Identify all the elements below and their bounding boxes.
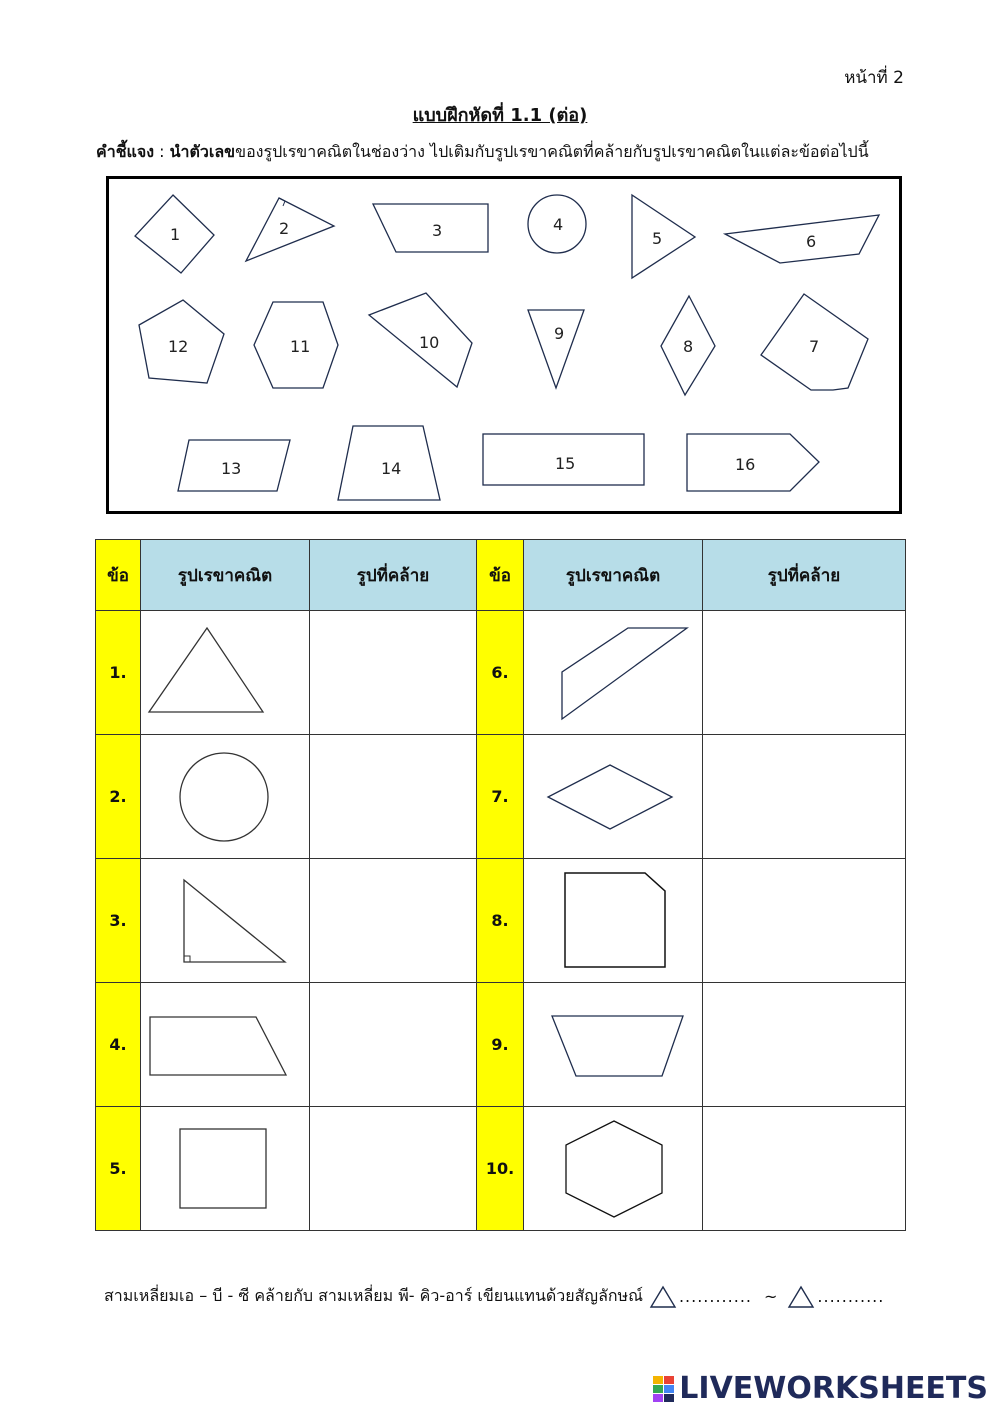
item-number: 2. [96,735,141,859]
header-item-right: ข้อ [477,540,524,611]
footer-statement [104,1284,884,1309]
watermark-text: LIVEWORKSHEETS [679,1371,988,1406]
shape-cell [141,1107,310,1231]
trapezoid-inverted-icon [528,1008,698,1082]
answer-cell[interactable] [310,611,477,735]
page-title: แบบฝึกหัดที่ 1.1 (ต่อ) [412,105,588,126]
item-number: 9. [477,983,524,1107]
shape-label-3: 3 [432,221,443,240]
shape-cell [141,983,310,1107]
table-row [96,735,906,859]
shape-cell [524,1107,703,1231]
answer-cell[interactable] [703,611,906,735]
item-number: 6. [477,611,524,735]
shape-cell [141,735,310,859]
item-number: 4. [96,983,141,1107]
shape-label-1: 1 [170,225,181,244]
answer-cell[interactable] [310,1107,477,1231]
table-row [96,859,906,983]
header-item-left: ข้อ [96,540,141,611]
shape-label-9: 9 [554,324,565,343]
footer-blank-1[interactable]: ............ [678,1287,752,1306]
item-number: 5. [96,1107,141,1231]
worksheet-table [95,539,906,1231]
item-number: 7. [477,735,524,859]
shape-2-right-angle-mark [279,198,285,206]
right-triangle-icon [145,871,305,971]
shape-cell [524,983,703,1107]
shape-5-triangle [632,195,695,278]
triangle-symbol-icon [649,1285,677,1309]
item-number: 10. [477,1107,524,1231]
shape-label-15: 15 [555,454,576,473]
triangle-symbol-icon [787,1285,815,1309]
shape-cell [141,859,310,983]
liveworksheets-badge-icon [653,1376,675,1402]
rhombus-icon [528,757,698,837]
liveworksheets-logo [653,1371,988,1406]
header-similar-right: รูปที่คล้าย [703,540,906,611]
shape-label-14: 14 [381,459,402,478]
instruction-emphasis: นำตัวเลข [169,142,236,161]
shape-label-6: 6 [806,232,817,251]
shape-bank [106,176,902,514]
item-number: 3. [96,859,141,983]
header-similar-left: รูปที่คล้าย [310,540,477,611]
answer-cell[interactable] [703,735,906,859]
circle-icon [145,747,305,847]
item-number: 8. [477,859,524,983]
table-row [96,983,906,1107]
triangle-icon [145,618,305,728]
shape-cell [524,611,703,735]
shape-label-8: 8 [683,337,694,356]
shape-label-13: 13 [221,459,242,478]
answer-cell[interactable] [703,859,906,983]
table-row [96,1107,906,1231]
table-header-row [96,540,906,611]
shape-label-7: 7 [809,337,820,356]
shape-9-triangle [528,310,584,388]
answer-cell[interactable] [310,983,477,1107]
answer-cell[interactable] [703,1107,906,1231]
parallelogram-slanted-icon [528,618,698,728]
instruction-label: คำชี้แจง [96,142,155,161]
shape-label-10: 10 [419,333,440,352]
similar-symbol: ~ [763,1287,778,1306]
instruction-separator: : [154,142,170,161]
item-number: 1. [96,611,141,735]
shape-2-triangle [246,198,334,261]
shape-bank-svg [109,179,899,511]
shape-label-12: 12 [168,337,189,356]
shape-label-4: 4 [553,215,564,234]
footer-text: สามเหลี่ยมเอ – บี - ซี คล้ายกับ สามเหลี่ยม พี- คิว-อาร์ เขียนแทนด้วยสัญลักษณ์ [104,1286,643,1305]
hexagon-icon [528,1117,698,1221]
header-shape-left: รูปเรขาคณิต [141,540,310,611]
trapezoid-right-icon [145,1010,305,1080]
header-shape-right: รูปเรขาคณิต [524,540,703,611]
shape-6-trapezoid [725,215,879,263]
shape-label-16: 16 [735,455,756,474]
shape-label-11: 11 [290,337,311,356]
instruction [96,140,916,165]
answer-cell[interactable] [310,859,477,983]
answer-cell[interactable] [703,983,906,1107]
cut-corner-square-icon [528,869,698,973]
table-row [96,611,906,735]
instruction-text: ของรูปเรขาคณิตในช่องว่าง ไปเติมกับรูปเรขาคณิตที่คล้ายกับรูปเรขาคณิตในแต่ละข้อต่อไปนี้ [235,142,869,161]
square-icon [145,1124,305,1214]
shape-3-trapezoid [373,204,488,252]
shape-cell [141,611,310,735]
page-number: หน้าที่ 2 [844,68,904,88]
answer-cell[interactable] [310,735,477,859]
shape-label-2: 2 [279,219,290,238]
shape-cell [524,859,703,983]
shape-cell [524,735,703,859]
shape-label-5: 5 [652,229,663,248]
footer-blank-2[interactable]: ........... [817,1287,885,1306]
